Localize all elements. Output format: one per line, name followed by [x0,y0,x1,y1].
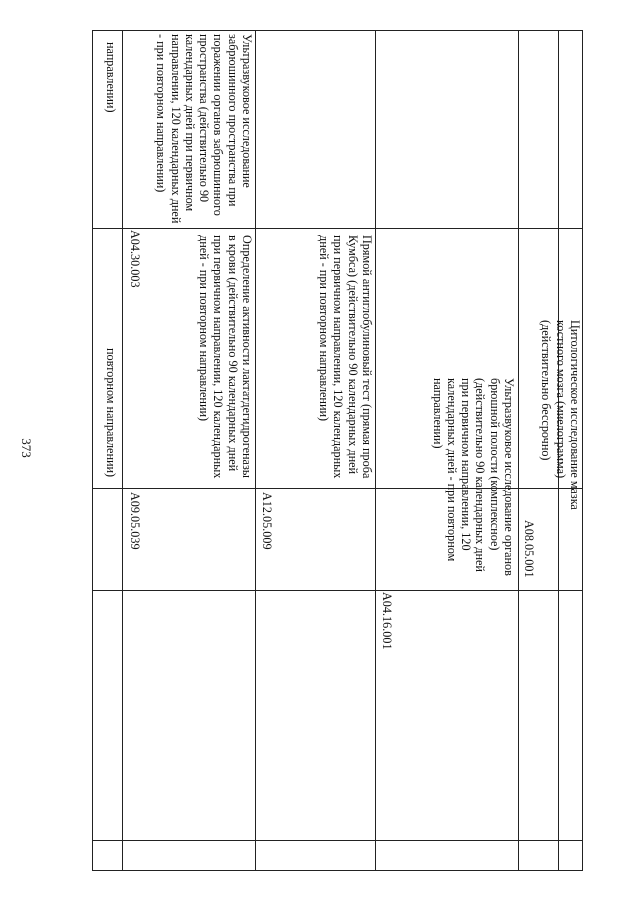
page-number: 373 [19,438,34,458]
block-divider [518,30,519,871]
row-divider [92,840,583,841]
table-border-top [92,30,583,31]
column-divider-h [92,228,583,229]
block-divider [375,30,376,871]
column-divider-h [92,590,583,591]
block-divider [255,30,256,871]
column-divider [122,30,123,871]
services-table: повторном направлении) направлении) A09.05.039 Определение активности лактатдегидрогеназы в крови (действительно 90 календарных дней при первичном направлении, 120 календарных дней - при повторном направлении) A04.30.003 Ультразвуковое исследование забрюшинного пространства при поражении органов забрюшинного пространства (действительно 90 календарных дней при первичном направлении, 120 календарных дней - при повторном направлении) A12.05.009 Прямой антиглобулиновый тест (прямая проба Кумбса) (действительно 90 календарных дней при первичном направлении, 120 календарных дней - при повторном направлении) A04.16.001 Ультразвуковое исследование органов брюшной полости (комплексное) (действительно 90 календарных дней при первичном направлении, 120 календарных дней - при повторном направлении) A08.05.001 Цитологическое исследование мазка костного мозга (миелограмма) (действительно бессрочно) [92,30,583,871]
table-border-bottom [92,870,583,871]
table-border-right [582,30,583,871]
table-border-left [92,30,93,871]
